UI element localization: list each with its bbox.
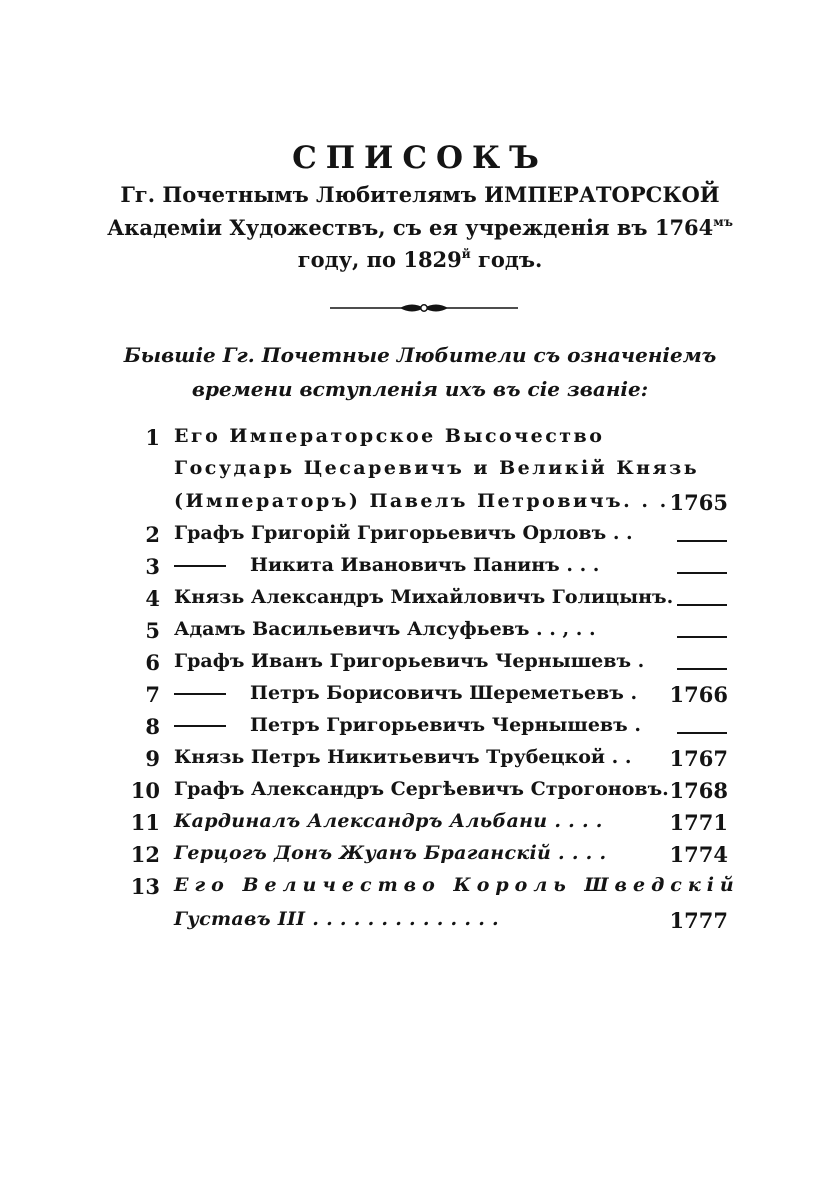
entry-name: Князь Петръ Никитьевичъ Трубецкой . . [174,746,632,768]
ditto-dash-inline [174,565,226,567]
entry-name: Никита Ивановичъ Панинъ . . . [250,554,600,576]
entry-name: Герцогъ Донъ Жуанъ Браганскій . . . . [174,842,607,864]
subtitle-line-2-superscript: мъ [713,215,733,229]
list-item [0,682,840,716]
entry-number: 1 [145,425,160,450]
entry-name: Князь Александръ Михайловичъ Голицынъ. [174,586,674,608]
list-item-continuation [0,490,840,524]
intro-line-2: времени вступленія ихъ въ сіе званіе: [191,377,649,401]
entry-number: 13 [130,874,160,899]
entry-number: 2 [145,522,160,547]
ditto-dash [677,668,727,670]
list-item [0,554,840,588]
entry-name: Графъ Григорій Григорьевичъ Орловъ . . [174,522,633,544]
list-item-continuation [0,457,840,491]
entry-name-wrapper [174,554,599,576]
ditto-dash-inline [174,693,226,695]
list-item [0,586,840,620]
list-item [0,714,840,748]
entry-name: Петръ Григорьевичъ Чернышевъ . [250,714,641,736]
list-item [0,425,840,459]
entry-number: 7 [145,682,160,707]
entry-number: 4 [145,586,160,611]
list-item [0,874,840,908]
entry-name: Графъ Александръ Сергѣевичъ Строгоновъ. [174,778,669,800]
subtitle-line-1: Гг. Почетнымъ Любителямъ ИМПЕРАТОРСКОЙ [120,182,720,207]
list-item [0,522,840,556]
entry-number: 9 [145,746,160,771]
list-item [0,810,840,844]
entry-year: 1777 [669,908,728,933]
entry-name: Кардиналъ Александръ Альбани . . . . [174,810,603,832]
subtitle-line-3-text-b: годъ. [470,247,543,272]
entry-year: 1767 [669,746,728,771]
ditto-dash [677,636,727,638]
list-item [0,746,840,780]
ditto-dash [677,604,727,606]
entry-name-continued: (Императоръ) Павелъ Петровичъ. . . [174,490,669,512]
entry-year: 1768 [669,778,728,803]
entry-number: 10 [130,778,160,803]
page-title: СПИСОКЪ [292,140,548,176]
ditto-dash [677,540,727,542]
subtitle-line-3-superscript: й [461,247,471,261]
list-item [0,842,840,876]
entry-number: 8 [145,714,160,739]
ditto-dash [677,732,727,734]
list-item [0,618,840,652]
entry-name: Графъ Иванъ Григорьевичъ Чернышевъ . [174,650,645,672]
entry-number: 11 [130,810,160,835]
list-item [0,778,840,812]
entry-name: Петръ Борисовичъ Шереметьевъ . [250,682,638,704]
entry-name-wrapper [174,682,637,704]
entry-year: 1766 [669,682,728,707]
entry-number: 5 [145,618,160,643]
entry-number: 12 [130,842,160,867]
intro-line-1: Бывшіе Гг. Почетные Любители съ означеніемъ [123,343,717,367]
subtitle-line-3-text-a: году, по 1829 [297,247,462,272]
entry-name-wrapper [174,714,641,736]
entry-number: 3 [145,554,160,579]
subtitle-line-2-text: Академіи Художествъ, съ ея учрежденія въ 1764 [107,215,714,240]
entry-name: Адамъ Васильевичъ Алсуфьевъ . . , . . [174,618,596,640]
list-item [0,650,840,684]
ditto-dash [677,572,727,574]
entry-year: 1765 [669,490,728,515]
list-item-continuation [0,908,840,942]
entry-year: 1774 [669,842,728,867]
entry-name: Его Императорское Высочество [174,425,605,447]
entry-name-continued: Государь Цесаревичъ и Великій Князь [174,457,700,479]
ditto-dash-inline [174,725,226,727]
entry-number: 6 [145,650,160,675]
entry-name-continued: Густавъ III . . . . . . . . . . . . . . [174,908,499,930]
entry-name: Его Величество Король Шведскій [174,874,740,896]
entry-year: 1771 [669,810,728,835]
